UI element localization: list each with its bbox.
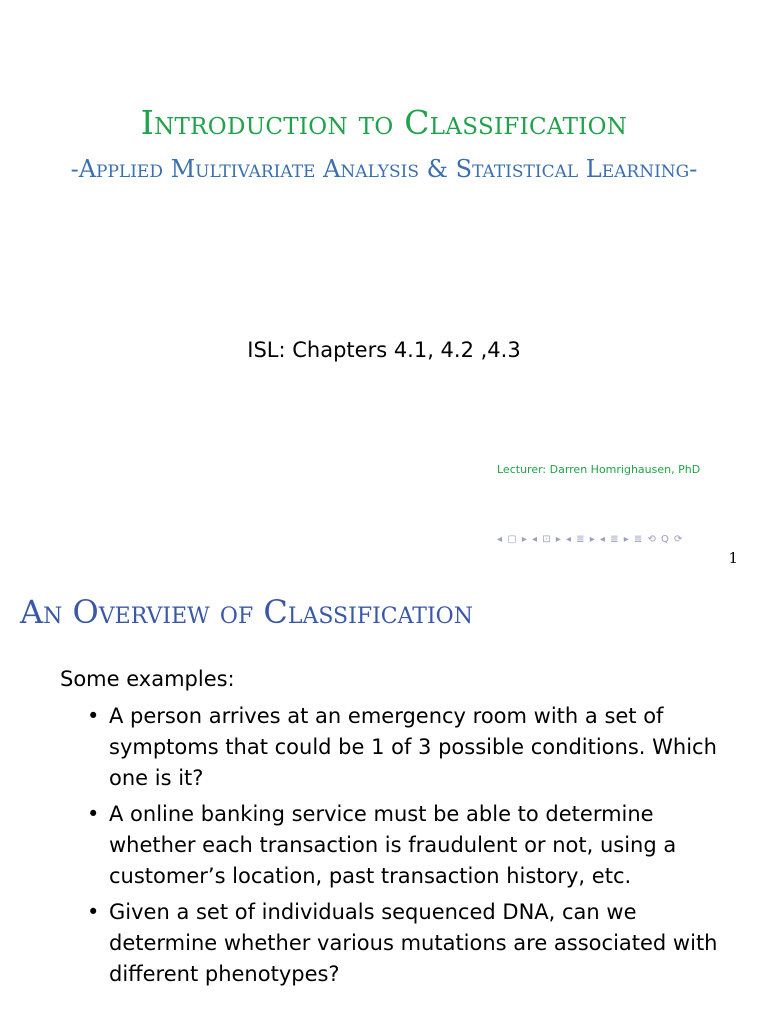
chapters-reference: ISL: Chapters 4.1, 4.2 ,4.3: [247, 338, 521, 362]
presentation-subtitle: -Applied Multivariate Analysis & Statistical Learning-: [70, 155, 698, 183]
bullet-icon: •: [87, 802, 100, 826]
overview-slide: [0, 575, 768, 1024]
examples-intro: Some examples:: [60, 667, 235, 691]
presentation-title: Introduction to Classification: [140, 103, 628, 142]
bullet-icon: •: [87, 900, 100, 924]
slide-title: An Overview of Classification: [20, 593, 473, 631]
lecturer-credit: Lecturer: Darren Homrighausen, PhD: [497, 463, 701, 476]
examples-list: [60, 701, 720, 995]
list-item-text: A online banking service must be able to determine whether each transaction is fraudulent or not, using a customer’s location, past transaction history, etc.: [109, 802, 677, 888]
list-item: [60, 799, 720, 892]
list-item: [60, 897, 720, 990]
bullet-icon: •: [87, 704, 100, 728]
list-item-text: A person arrives at an emergency room with a set of symptoms that could be 1 of 3 possible conditions. Which one is it?: [109, 704, 717, 790]
beamer-navigation-bar[interactable]: ◂ ▢ ▸ ◂ ⊡ ▸ ◂ ≣ ▸ ◂ ≣ ▸ ≣ ⟲ Q ⟳: [497, 534, 684, 545]
page-number: 1: [728, 549, 738, 567]
list-item-text: Given a set of individuals sequenced DNA, can we determine whether various mutations are associated with different phenotypes?: [109, 900, 718, 986]
list-item: [60, 701, 720, 794]
